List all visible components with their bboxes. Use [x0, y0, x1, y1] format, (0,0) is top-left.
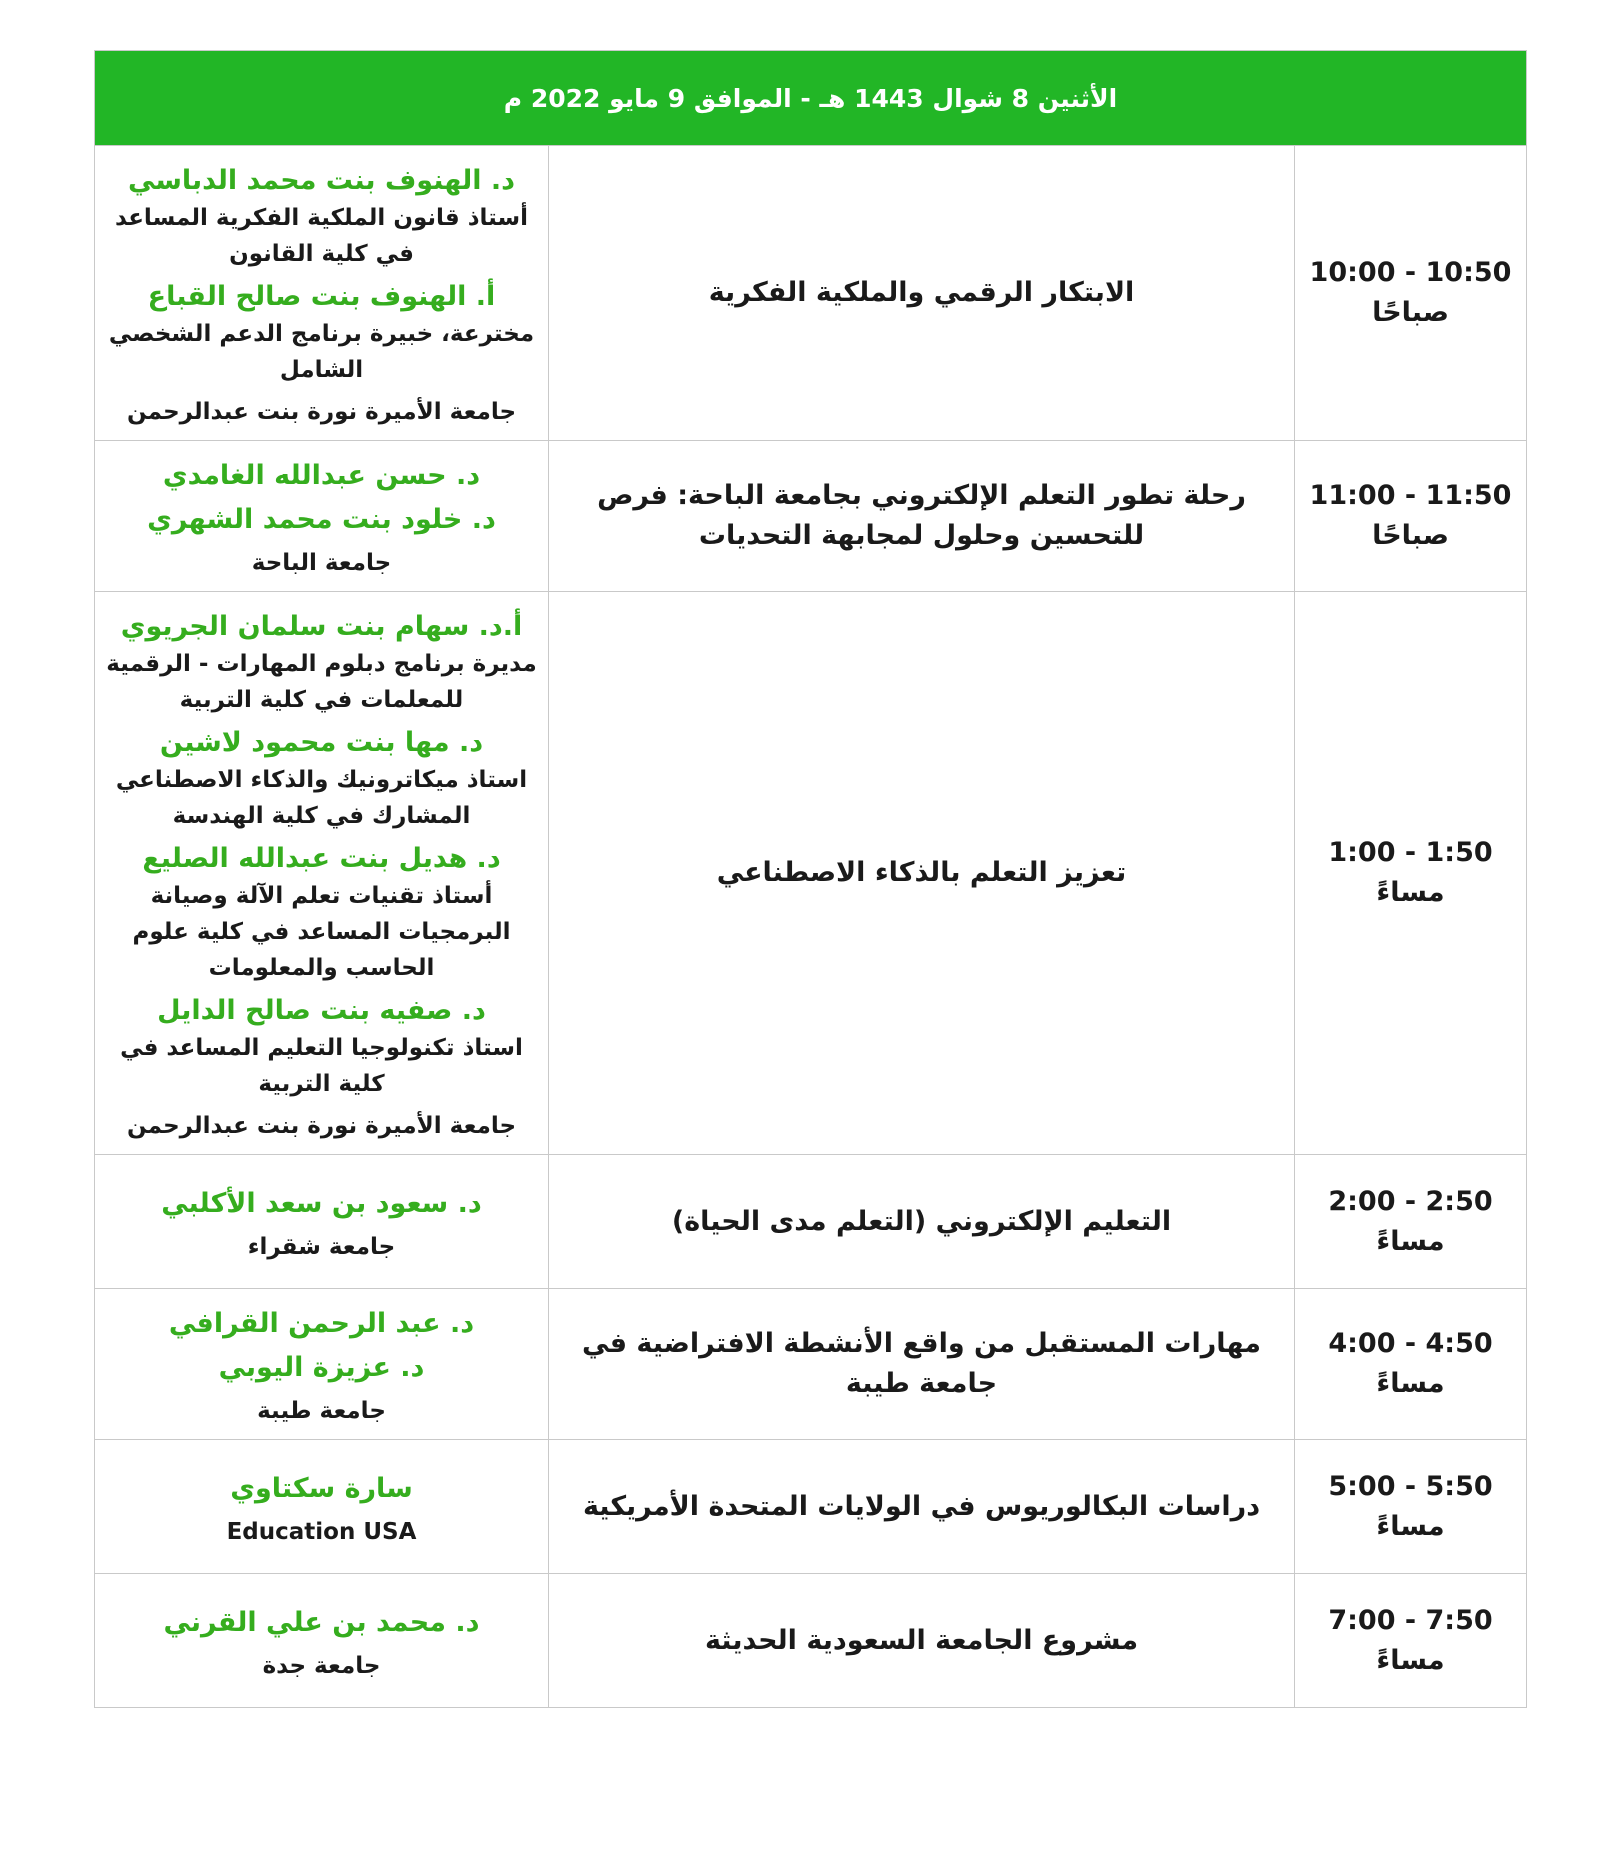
speaker-entry [103, 457, 540, 495]
schedule-date-header: الأثنين 8 شوال 1443 هـ - الموافق 9 مايو 2022 م [95, 51, 1527, 146]
speaker-name: د. هديل بنت عبدالله الصليع [142, 843, 501, 874]
session-row [95, 441, 1527, 592]
session-topic: مشروع الجامعة السعودية الحديثة [549, 1574, 1295, 1708]
session-row [95, 146, 1527, 441]
session-topic: الابتكار الرقمي والملكية الفكرية [549, 146, 1295, 441]
session-speakers-cell [95, 1155, 549, 1289]
speaker-affiliation: جامعة الأميرة نورة بنت عبدالرحمن [126, 1113, 517, 1139]
speaker-name: د. محمد بن علي القرني [163, 1606, 480, 1638]
session-time-period: مساءً [1376, 1644, 1445, 1676]
speaker-name: أ. الهنوف بنت صالح القباع [147, 281, 496, 312]
schedule-sheet [94, 50, 1526, 1708]
speaker-role: استاذ ميكاترونيك والذكاء الاصطناعي المشارك في كلية الهندسة [115, 767, 528, 829]
session-row [95, 1155, 1527, 1289]
speaker-entry [103, 501, 540, 539]
session-time-period: مساءً [1376, 1510, 1445, 1542]
speaker-role: مديرة برنامج دبلوم المهارات - الرقمية للمعلمات في كلية التربية [106, 651, 537, 713]
session-row [95, 592, 1527, 1155]
session-time-range: 2:00 - 2:50 [1328, 1185, 1493, 1217]
session-row [95, 1289, 1527, 1440]
speaker-affiliation: جامعة الأميرة نورة بنت عبدالرحمن [126, 399, 517, 425]
speaker-name: د. عبد الرحمن القرافي [168, 1308, 475, 1339]
speaker-name: د. الهنوف بنت محمد الدباسي [128, 165, 515, 196]
speaker-entry [103, 1185, 540, 1223]
session-time-range: 4:00 - 4:50 [1328, 1328, 1493, 1359]
speaker-name: د. مها بنت محمود لاشين [159, 727, 484, 758]
session-speakers-cell [95, 1440, 549, 1574]
session-time-cell [1295, 592, 1527, 1155]
speaker-role: أستاذ تقنيات تعلم الآلة وصيانة البرمجيات المساعد في كلية علوم الحاسب والمعلومات [132, 883, 511, 981]
speaker-entry [103, 162, 540, 272]
speaker-affiliation: جامعة الباحة [251, 550, 392, 576]
speaker-name: أ.د. سهام بنت سلمان الجريوي [120, 611, 523, 642]
speaker-name: د. خلود بنت محمد الشهري [147, 504, 496, 535]
speaker-name: د. عزيزة اليوبي [218, 1352, 425, 1383]
session-time-period: مساءً [1376, 877, 1445, 908]
session-time-cell [1295, 1574, 1527, 1708]
speaker-entry [103, 1470, 540, 1508]
session-speakers-cell [95, 1574, 549, 1708]
session-topic: مهارات المستقبل من واقع الأنشطة الافتراضية في جامعة طيبة [549, 1289, 1295, 1440]
speaker-name: د. سعود بن سعد الأكلبي [161, 1187, 482, 1219]
schedule-body [95, 146, 1527, 1708]
session-time-range: 5:00 - 5:50 [1328, 1470, 1493, 1502]
session-time-range: 1:00 - 1:50 [1328, 837, 1493, 868]
session-speakers-cell [95, 146, 549, 441]
speaker-role: استاذ تكنولوجيا التعليم المساعد في كلية التربية [120, 1035, 523, 1097]
session-time-range: 10:00 - 10:50 [1309, 257, 1512, 288]
speaker-name: سارة سكتاوي [230, 1472, 413, 1504]
session-speakers-cell [95, 441, 549, 592]
speaker-affiliation: جامعة شقراء [247, 1233, 396, 1260]
schedule-header-row [95, 51, 1527, 146]
session-time-cell [1295, 146, 1527, 441]
session-time-period: صباحًا [1372, 520, 1449, 551]
session-time-cell [1295, 1155, 1527, 1289]
speaker-affiliation: جامعة طيبة [257, 1398, 386, 1424]
schedule-table [94, 50, 1527, 1708]
speaker-entry [103, 1349, 540, 1387]
session-time-period: مساءً [1376, 1225, 1445, 1257]
session-speakers-cell [95, 592, 549, 1155]
session-row [95, 1574, 1527, 1708]
session-time-cell [1295, 441, 1527, 592]
session-time-period: صباحًا [1372, 297, 1449, 328]
speaker-entry [103, 1604, 540, 1642]
speaker-entry [103, 840, 540, 986]
speaker-affiliation: Education USA [226, 1518, 417, 1545]
session-topic: دراسات البكالوريوس في الولايات المتحدة الأمريكية [549, 1440, 1295, 1574]
session-time-range: 7:00 - 7:50 [1328, 1604, 1493, 1636]
session-time-range: 11:00 - 11:50 [1309, 480, 1512, 511]
session-topic: التعليم الإلكتروني (التعلم مدى الحياة) [549, 1155, 1295, 1289]
session-time-cell [1295, 1289, 1527, 1440]
speaker-name: د. حسن عبدالله الغامدي [162, 460, 481, 491]
speaker-entry [103, 608, 540, 718]
session-row [95, 1440, 1527, 1574]
session-topic: تعزيز التعلم بالذكاء الاصطناعي [549, 592, 1295, 1155]
speaker-name: د. صفيه بنت صالح الدايل [157, 995, 486, 1026]
speaker-entry [103, 724, 540, 834]
speaker-entry [103, 278, 540, 388]
session-time-period: مساءً [1376, 1368, 1445, 1399]
session-speakers-cell [95, 1289, 549, 1440]
session-time-cell [1295, 1440, 1527, 1574]
speaker-entry [103, 992, 540, 1102]
session-topic: رحلة تطور التعلم الإلكتروني بجامعة الباحة: فرص للتحسين وحلول لمجابهة التحديات [549, 441, 1295, 592]
speaker-role: أستاذ قانون الملكية الفكرية المساعد في كلية القانون [114, 205, 529, 267]
speaker-entry [103, 1305, 540, 1343]
speaker-role: مخترعة، خبيرة برنامج الدعم الشخصي الشامل [108, 321, 535, 383]
speaker-affiliation: جامعة جدة [262, 1652, 381, 1679]
